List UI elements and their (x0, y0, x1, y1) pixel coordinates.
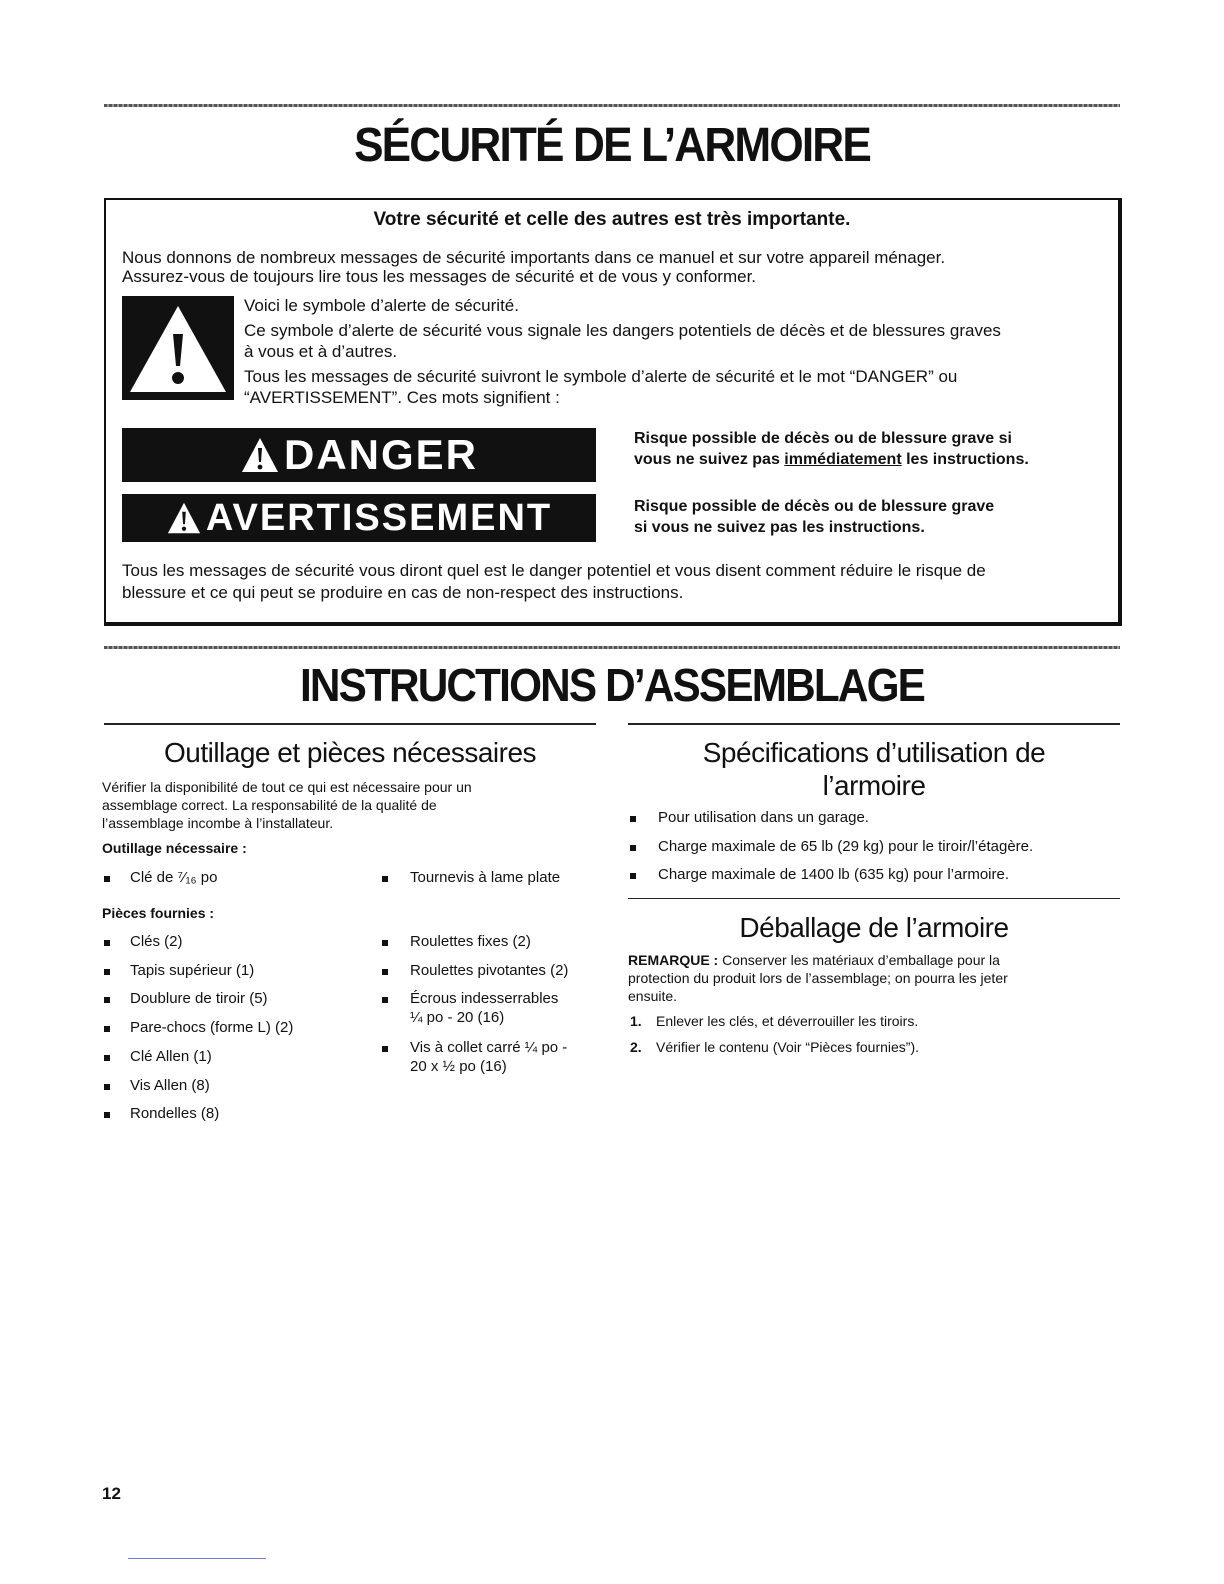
part-item: Clés (2) (130, 933, 183, 950)
part-item: Vis Allen (8) (130, 1077, 210, 1094)
symbol-line3: à vous et à d’autres. (244, 342, 398, 361)
bullet (382, 940, 388, 946)
tool-item: Tournevis à lame plate (410, 869, 561, 886)
tools-intro1: Vérifier la disponibilité de tout ce qui est nécessaire pour un (102, 779, 472, 795)
specs-heading-line1: Spécifications d’utilisation de (702, 737, 1046, 768)
warning-alert-icon (166, 501, 202, 535)
symbol-line2: Ce symbole d’alerte de sécurité vous signale les dangers potentiels de décès et de blessures graves (244, 321, 1001, 340)
bullet (630, 845, 636, 851)
closing-line2: blessure et ce qui peut se produire en cas de non-respect des instructions. (122, 583, 684, 602)
safety-intro-line2: Assurez-vous de toujours lire tous les messages de sécurité et de vous y conformer. (122, 267, 757, 286)
safety-heading: Votre sécurité et celle des autres est très importante. (373, 209, 851, 230)
safety-title: SÉCURITÉ DE L’ARMOIRE (354, 119, 870, 172)
part-item: Clé Allen (1) (130, 1048, 212, 1065)
bullet (382, 1046, 388, 1052)
bullet (382, 997, 388, 1003)
danger-text-line2: vous ne suivez pas immédiatement les instructions. (634, 451, 1029, 468)
bullet (104, 1026, 110, 1032)
tools-intro2: assemblage correct. La responsabilité de la qualité de (102, 797, 437, 813)
unpack-note-line3: ensuite. (628, 988, 678, 1004)
specs-rule (628, 723, 1120, 725)
specs-heading-line2: l’armoire (822, 770, 926, 801)
tools-label: Outillage nécessaire : (102, 840, 247, 856)
bullet (630, 816, 636, 822)
bullet (104, 876, 110, 882)
bullet (104, 1084, 110, 1090)
spec-item: Pour utilisation dans un garage. (658, 809, 869, 826)
bullet (104, 1112, 110, 1118)
closing-line1: Tous les messages de sécurité vous diront quel est le danger potentiel et vous disent comment réduire le risque de (122, 561, 986, 580)
symbol-line5: “AVERTISSEMENT”. Ces mots signifient : (244, 388, 560, 407)
warning-text-line1: Risque possible de décès ou de blessure grave (634, 498, 995, 515)
danger-label: DANGER (283, 431, 478, 478)
tools-heading: Outillage et pièces nécessaires (163, 737, 537, 768)
part-item-cont: ¼ po - 20 (16) (410, 1009, 505, 1026)
middle-rule (104, 646, 1120, 649)
unpack-rule (628, 898, 1120, 899)
warning-label-box (122, 494, 596, 542)
part-item: Écrous indesserrables (410, 990, 559, 1007)
bullet (382, 969, 388, 975)
part-item-cont: 20 x ½ po (16) (410, 1058, 507, 1075)
danger-text-line1: Risque possible de décès ou de blessure grave si (634, 430, 1012, 447)
warning-text-line2: si vous ne suivez pas les instructions. (634, 519, 925, 536)
bullet (104, 997, 110, 1003)
safety-intro-line1: Nous donnons de nombreux messages de sécurité importants dans ce manuel et sur votre appareil ménager. (122, 248, 946, 267)
bullet (382, 876, 388, 882)
part-item: Rondelles (8) (130, 1105, 220, 1122)
step-number: 2. (630, 1039, 642, 1055)
part-item: Vis à collet carré ¼ po - (410, 1039, 568, 1056)
step-text: Enlever les clés, et déverrouiller les tiroirs. (656, 1013, 919, 1029)
step-text: Vérifier le contenu (Voir “Pièces fournies”). (656, 1039, 919, 1055)
symbol-line4: Tous les messages de sécurité suivront le symbole d’alerte de sécurité et le mot “DANGER” ou (244, 367, 958, 386)
part-item: Tapis supérieur (1) (130, 962, 255, 979)
footer-line (128, 1558, 266, 1559)
part-item: Roulettes pivotantes (2) (410, 962, 569, 979)
part-item: Roulettes fixes (2) (410, 933, 531, 950)
spec-item: Charge maximale de 65 lb (29 kg) pour le tiroir/l’étagère. (658, 838, 1034, 855)
top-rule (104, 104, 1120, 107)
safety-alert-icon (122, 296, 234, 400)
bullet (104, 1055, 110, 1061)
parts-label: Pièces fournies : (102, 905, 215, 921)
bullet (630, 873, 636, 879)
tools-rule (104, 723, 596, 725)
bullet (104, 940, 110, 946)
unpack-note-line2: protection du produit lors de l’assemblage; on pourra les jeter (628, 970, 1008, 986)
unpack-note-line1: REMARQUE : Conserver les matériaux d’emballage pour la (628, 952, 1000, 968)
step-number: 1. (630, 1013, 642, 1029)
danger-label-box (122, 428, 596, 482)
warning-label: AVERTISSEMENT (205, 496, 553, 539)
page-number: 12 (102, 1484, 121, 1503)
symbol-line1: Voici le symbole d’alerte de sécurité. (244, 296, 519, 315)
tools-intro3: l’assemblage incombe à l’installateur. (102, 815, 334, 831)
danger-alert-icon (240, 436, 280, 474)
bullet (104, 969, 110, 975)
unpack-heading: Déballage de l’armoire (739, 912, 1009, 943)
spec-item: Charge maximale de 1400 lb (635 kg) pour l’armoire. (658, 866, 1010, 883)
assembly-title: INSTRUCTIONS D’ASSEMBLAGE (299, 659, 925, 711)
part-item: Pare-chocs (forme L) (2) (130, 1019, 294, 1036)
part-item: Doublure de tiroir (5) (130, 990, 268, 1007)
tool-item: Clé de ⁷⁄₁₆ po (130, 869, 218, 886)
